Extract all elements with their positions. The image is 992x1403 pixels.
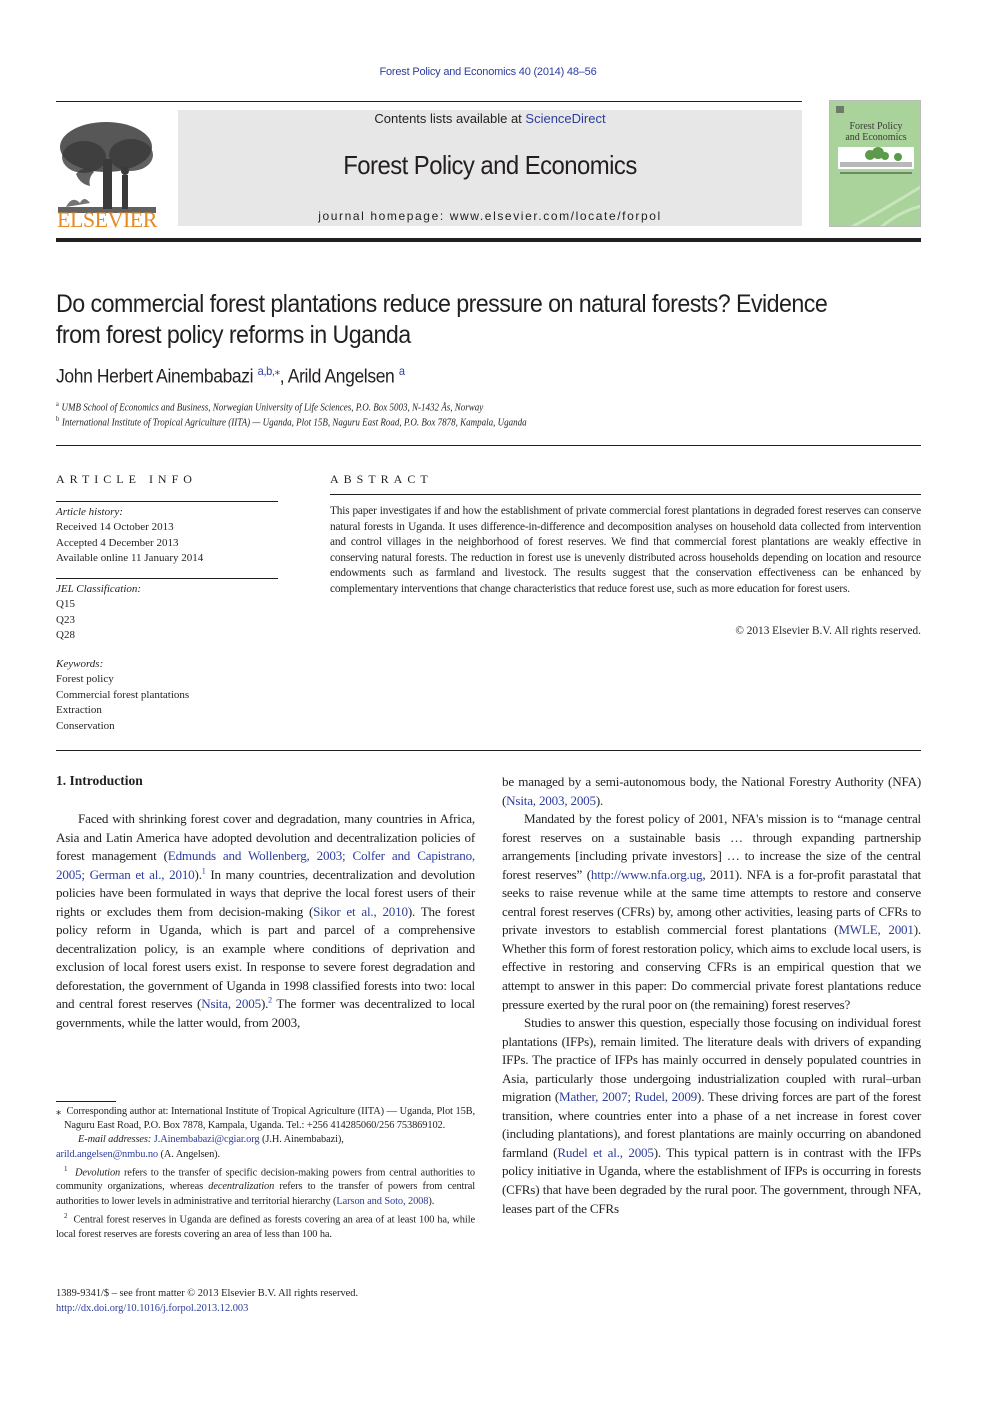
journal-reference-link[interactable]: Forest Policy and Economics 40 (2014) 48–56 [379,66,597,78]
text: be managed by a semi-autonomous body, the National Forestry Authority (NFA) ( [502,774,921,808]
text: (J.H. Ainembabazi), [259,1134,344,1146]
article-title: Do commercial forest plantations reduce pressure on natural forests? Evidence from forest policy reforms in Uganda [56,290,828,349]
text: ). [428,1195,435,1207]
cover-title [830,121,921,143]
text: Devolution [74,1167,121,1179]
keyword: Extraction [56,704,102,717]
author-separator: , [279,366,288,388]
text: ). [194,866,202,882]
history-accepted: Accepted 4 December 2013 [56,536,179,549]
footnote-1 [56,1162,475,1209]
affiliation-text: UMB School of Economics and Business, Norwegian University of Life Sciences, P.O. Box 5003, N-1432 Ås, Norway [61,402,484,414]
text: Studies to answer this question, especially those focusing on individual forest plantations (IFPs), remain limited. The literature deals with drivers of expanding IFPs. The practice of IFPs has mainly occurred in densely populated countries in Asia, particularly those undergoing industrialization coupled with rural–urban migration ( [502,1015,921,1105]
text: Faced with shrinking forest cover and degradation, many countries in Africa, Asia and Latin America have adopted devolution and decentralization policies of forest management ( [56,811,475,864]
abstract-divider [330,494,921,495]
sciencedirect-link[interactable]: ScienceDirect [525,111,606,126]
paragraph [502,1014,921,1218]
cover-forest-image-icon [838,147,914,169]
affiliation-text: International Institute of Tropical Agriculture (IITA) — Uganda, Plot 15B, Naguru East Road, P.O. Box 7878, Kampala, Uganda [61,417,527,429]
doi-link[interactable]: http://dx.doi.org/10.1016/j.forpol.2013.12.003 [56,1302,249,1314]
jel-classification [56,582,286,644]
footnote-corresponding [56,1105,475,1133]
text: The former was decentralized to local governments, while the latter would, from 2003, [56,996,475,1031]
elsevier-logo-text: ELSEVIER [57,207,157,232]
footnote-divider [56,1101,116,1102]
cover-subtitle [840,172,912,174]
text: , 2011). NFA is a for-profit parastatal that seeks to raise revenue while at the same time attempts to restore and conserve central forest reserves (CFRs) by, among other activities, leasing parts of CFRs to private investors to establish commercial forest plantations ( [502,866,921,938]
text: Central forest reserves in Uganda are defined as forests covering an area of at least 100 ha, while local forest reserves are forests covering an area of less than 100 ha. [56,1214,475,1240]
footnote-2 [56,1209,475,1242]
nfa-website-link[interactable]: http://www.nfa.org.ug [590,866,703,882]
history-received: Received 14 October 2013 [56,521,174,534]
cover-logo-icon [836,106,844,113]
footnote-ref-link[interactable]: 1 [201,866,206,876]
jel-code: Q28 [56,629,75,642]
citation-link[interactable]: Nsita, 2003, 2005 [506,792,596,808]
journal-cover-thumbnail [829,100,921,227]
cover-decoration-icon [830,176,921,227]
footnote-mark: 1 [64,1164,68,1173]
text: ). These driving forces are part of the forest transition, where countries enter into a phase of a net increase in forest cover (including plantations), and forest plantations are mainly occurring on abandoned farmland ( [502,1089,921,1160]
contents-line [178,111,802,126]
article-info-divider [56,578,278,579]
affiliation [56,400,483,413]
citation-link[interactable]: Edmunds and Wollenberg, 2003; Colfer and Capistrano, 2005; German et al., 2010 [56,848,475,882]
journal-homepage: journal homepage: www.elsevier.com/locate/forpol [318,209,662,223]
text: ). The forest policy reform in Uganda, which is part and parcel of a comprehensive decentralization policy, is an example where conditions of deprivation and exclusion of local forest users exist. In response to severe forest degradation and deforestation, the government of Uganda in 1998 classified forests into two: local and central forest reserves ( [56,903,475,1012]
paragraph [56,810,475,1033]
keyword: Conservation [56,719,115,732]
footnotes [56,1105,475,1242]
text: refers to the transfer of powers from central authorities to lower levels in administrative and territorial hierarchy ( [56,1181,476,1207]
cover-title-line1: Forest Policy [849,121,903,132]
jel-code: Q23 [56,613,75,626]
body-right-column [502,773,921,1218]
text: Mandated by the forest policy of 2001, NFA's mission is to “manage central forest reserves on a sustainable basis … through expanding partnership arrangements [including private investors] … to increase the size of the central forest reserves” ( [502,811,921,882]
keywords-label: Keywords: [56,658,104,670]
author-affiliation-marks[interactable]: a [398,364,405,378]
cover-title-line2: and Economics [845,132,907,143]
body-left-column [56,810,475,1033]
citation-link[interactable]: Sikor et al., 2010 [313,903,408,919]
history-online: Available online 11 January 2014 [56,552,204,565]
text: refers to the transfer of specific decision-making powers from central authorities to community organizations, whereas [56,1167,475,1193]
top-divider [56,101,802,102]
abstract-heading: ABSTRACT [330,472,433,486]
paragraph [502,773,921,810]
text: ). Whether this form of forest restoration policy, which aims to exclude local users, is effective in restoring and conserving CFRs is an empirical question that we attempt to answer in this paper: Do commercial private forest plantations reduce pressure exerted by the rural poor on (the remaining) forest reserves? [502,922,921,1012]
text: Corresponding author at: International Institute of Tropical Agriculture (IITA) — Uganda, Plot 15B, Naguru East Road, P.O. Box 7878, Kampala, Uganda. Tel.: +256 414285060/256 753869102. [64,1106,476,1132]
citation-link[interactable]: Nsita, 2005 [201,996,261,1012]
text: ). This typical pattern is in contrast with the IFPs policy initiative in Uganda, where the establishment of IFPs is occurring in forests (CFRs) that have been degraded by the rural poor. The government, through NFA, leases part of the CFRs [502,1144,921,1216]
email-link[interactable]: arild.angelsen@nmbu.no [56,1148,159,1160]
citation-link[interactable]: Larson and Soto, 2008 [336,1195,429,1207]
article-info-heading: ARTICLE INFO [56,472,197,486]
keywords [56,657,286,734]
footnote-mark: ⁎ [56,1106,62,1117]
article-history-label: Article history: [56,506,123,518]
citation-link[interactable]: Rudel et al., 2005 [557,1144,654,1160]
author-name: John Herbert Ainembabazi [56,366,254,388]
issn-line: 1389-9341/$ – see front matter © 2013 Elsevier B.V. All rights reserved. [56,1288,359,1299]
article-info-divider [56,501,278,502]
citation-link[interactable]: MWLE, 2001 [838,922,914,938]
footnote-ref-link[interactable]: 2 [268,996,272,1006]
affiliation-mark: b [56,415,60,423]
abstract-bottom-divider [56,750,921,751]
text: ). [595,792,604,808]
abstract-text: This paper investigates if and how the establishment of private commercial forest plantations in degraded forest reserves can conserve natural forests in Uganda. It uses difference-in-difference and decomposition analyses on household data collected from intervention and control villages in the neighborhood of forest reserves. We find that commercial forest plantations are weakly effective in conserving natural forests. The reduction in forest use is unevenly distributed across households depending on location and resource endowments such as farmland and livestock. The results suggest that the conservation effectiveness can be enhanced by complementary interventions that change characteristics that reduce forest use, such as more education for forest users. [330,505,921,595]
author-list [56,364,405,388]
header-thick-divider [56,238,921,242]
keyword: Commercial forest plantations [56,688,190,701]
keyword: Forest policy [56,673,114,686]
email-label: E-mail addresses: [78,1134,152,1146]
text: In many countries, decentralization and devolution policies have been formulated in ways that deprive the local forest users of their rights or excludes them from decision-making ( [56,866,475,919]
author-name: Arild Angelsen [287,366,395,388]
journal-title: Forest Policy and Economics [343,150,637,180]
abstract-copyright: © 2013 Elsevier B.V. All rights reserved. [735,625,921,637]
article-history [56,505,286,567]
affiliation [56,415,527,428]
footnote-mark: 2 [64,1211,68,1220]
jel-label: JEL Classification: [56,583,142,595]
author-affiliation-marks[interactable]: a,b,⁎ [257,364,280,378]
text: ). [260,996,269,1012]
text: (A. Angelsen). [158,1148,221,1160]
citation-link[interactable]: Mather, 2007; Rudel, 2009 [559,1089,698,1105]
contents-prefix: Contents lists available at [374,111,526,126]
footnote-emails [56,1133,475,1161]
email-link[interactable]: J.Ainembabazi@cgiar.org [153,1134,260,1146]
jel-code: Q15 [56,598,75,611]
section-title: 1. Introduction [56,773,143,788]
paragraph [502,810,921,1014]
affiliation-mark: a [56,400,59,408]
title-divider [56,445,921,446]
front-matter [56,1287,358,1316]
text: decentralization [208,1181,275,1193]
